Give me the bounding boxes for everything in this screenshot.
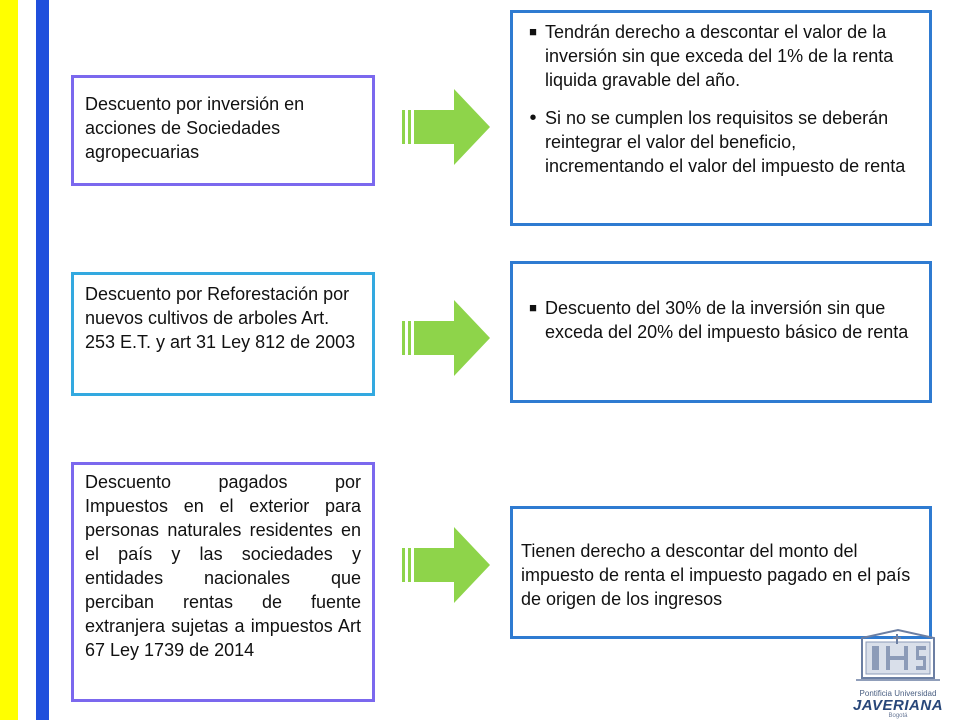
square-bullet-icon: ■ xyxy=(529,24,537,39)
row-2-bullet-1 xyxy=(521,296,919,344)
decorative-stripe-blue xyxy=(36,0,49,720)
row-3-detail-box xyxy=(510,506,932,639)
logo-line-3: Bogotá xyxy=(888,713,908,719)
row-1-topic-text: Descuento por inversión en acciones de Sociedades agropecuarias xyxy=(85,94,305,162)
row-2-topic-text: Descuento por Reforestación por nuevos cultivos de arboles Art. 253 E.T. y art 31 Ley 812 de 2003 xyxy=(85,284,356,352)
arrow-right-icon xyxy=(402,298,492,378)
row-2-topic-box xyxy=(71,272,375,396)
logo-line-1: Pontificia Universidad xyxy=(859,689,937,698)
square-bullet-icon: ■ xyxy=(529,300,537,315)
row-2-detail-box xyxy=(510,261,932,403)
dot-bullet-icon: • xyxy=(529,107,537,129)
row-1-bullet-1 xyxy=(521,20,919,92)
university-crest-icon xyxy=(852,628,944,688)
row-3-topic-text: Descuento pagados por Impuestos en el exterior para personas naturales residentes en el país y las sociedades y entidades nacionales que perciban rentas de fuente extranjera sujetas a impuestos Art 67 Ley 1739 de 2014 xyxy=(85,472,361,660)
arrow-right-icon xyxy=(402,525,492,605)
arrow-right-icon xyxy=(402,87,492,167)
row-3-topic-box xyxy=(71,462,375,702)
university-logo xyxy=(852,628,944,720)
decorative-stripe-yellow xyxy=(0,0,18,720)
row-2-bullet-1-text: Descuento del 30% de la inversión sin que exceda del 20% del impuesto básico de renta xyxy=(545,298,909,342)
row-1-bullet-2 xyxy=(521,106,919,178)
row-1-bullet-1-text: Tendrán derecho a descontar el valor de la inversión sin que exceda del 1% de la renta liquida gravable del año. xyxy=(545,22,894,90)
row-1-bullet-2-text: Si no se cumplen los requisitos se deberán reintegrar el valor del beneficio, incrementando el valor del impuesto de renta xyxy=(545,108,906,176)
row-1-detail-box xyxy=(510,10,932,226)
logo-line-2: JAVERIANA xyxy=(852,697,944,714)
row-3-detail-text: Tienen derecho a descontar del monto del impuesto de renta el impuesto pagado en el país de origen de los ingresos xyxy=(521,541,911,609)
row-1-topic-box xyxy=(71,75,375,186)
